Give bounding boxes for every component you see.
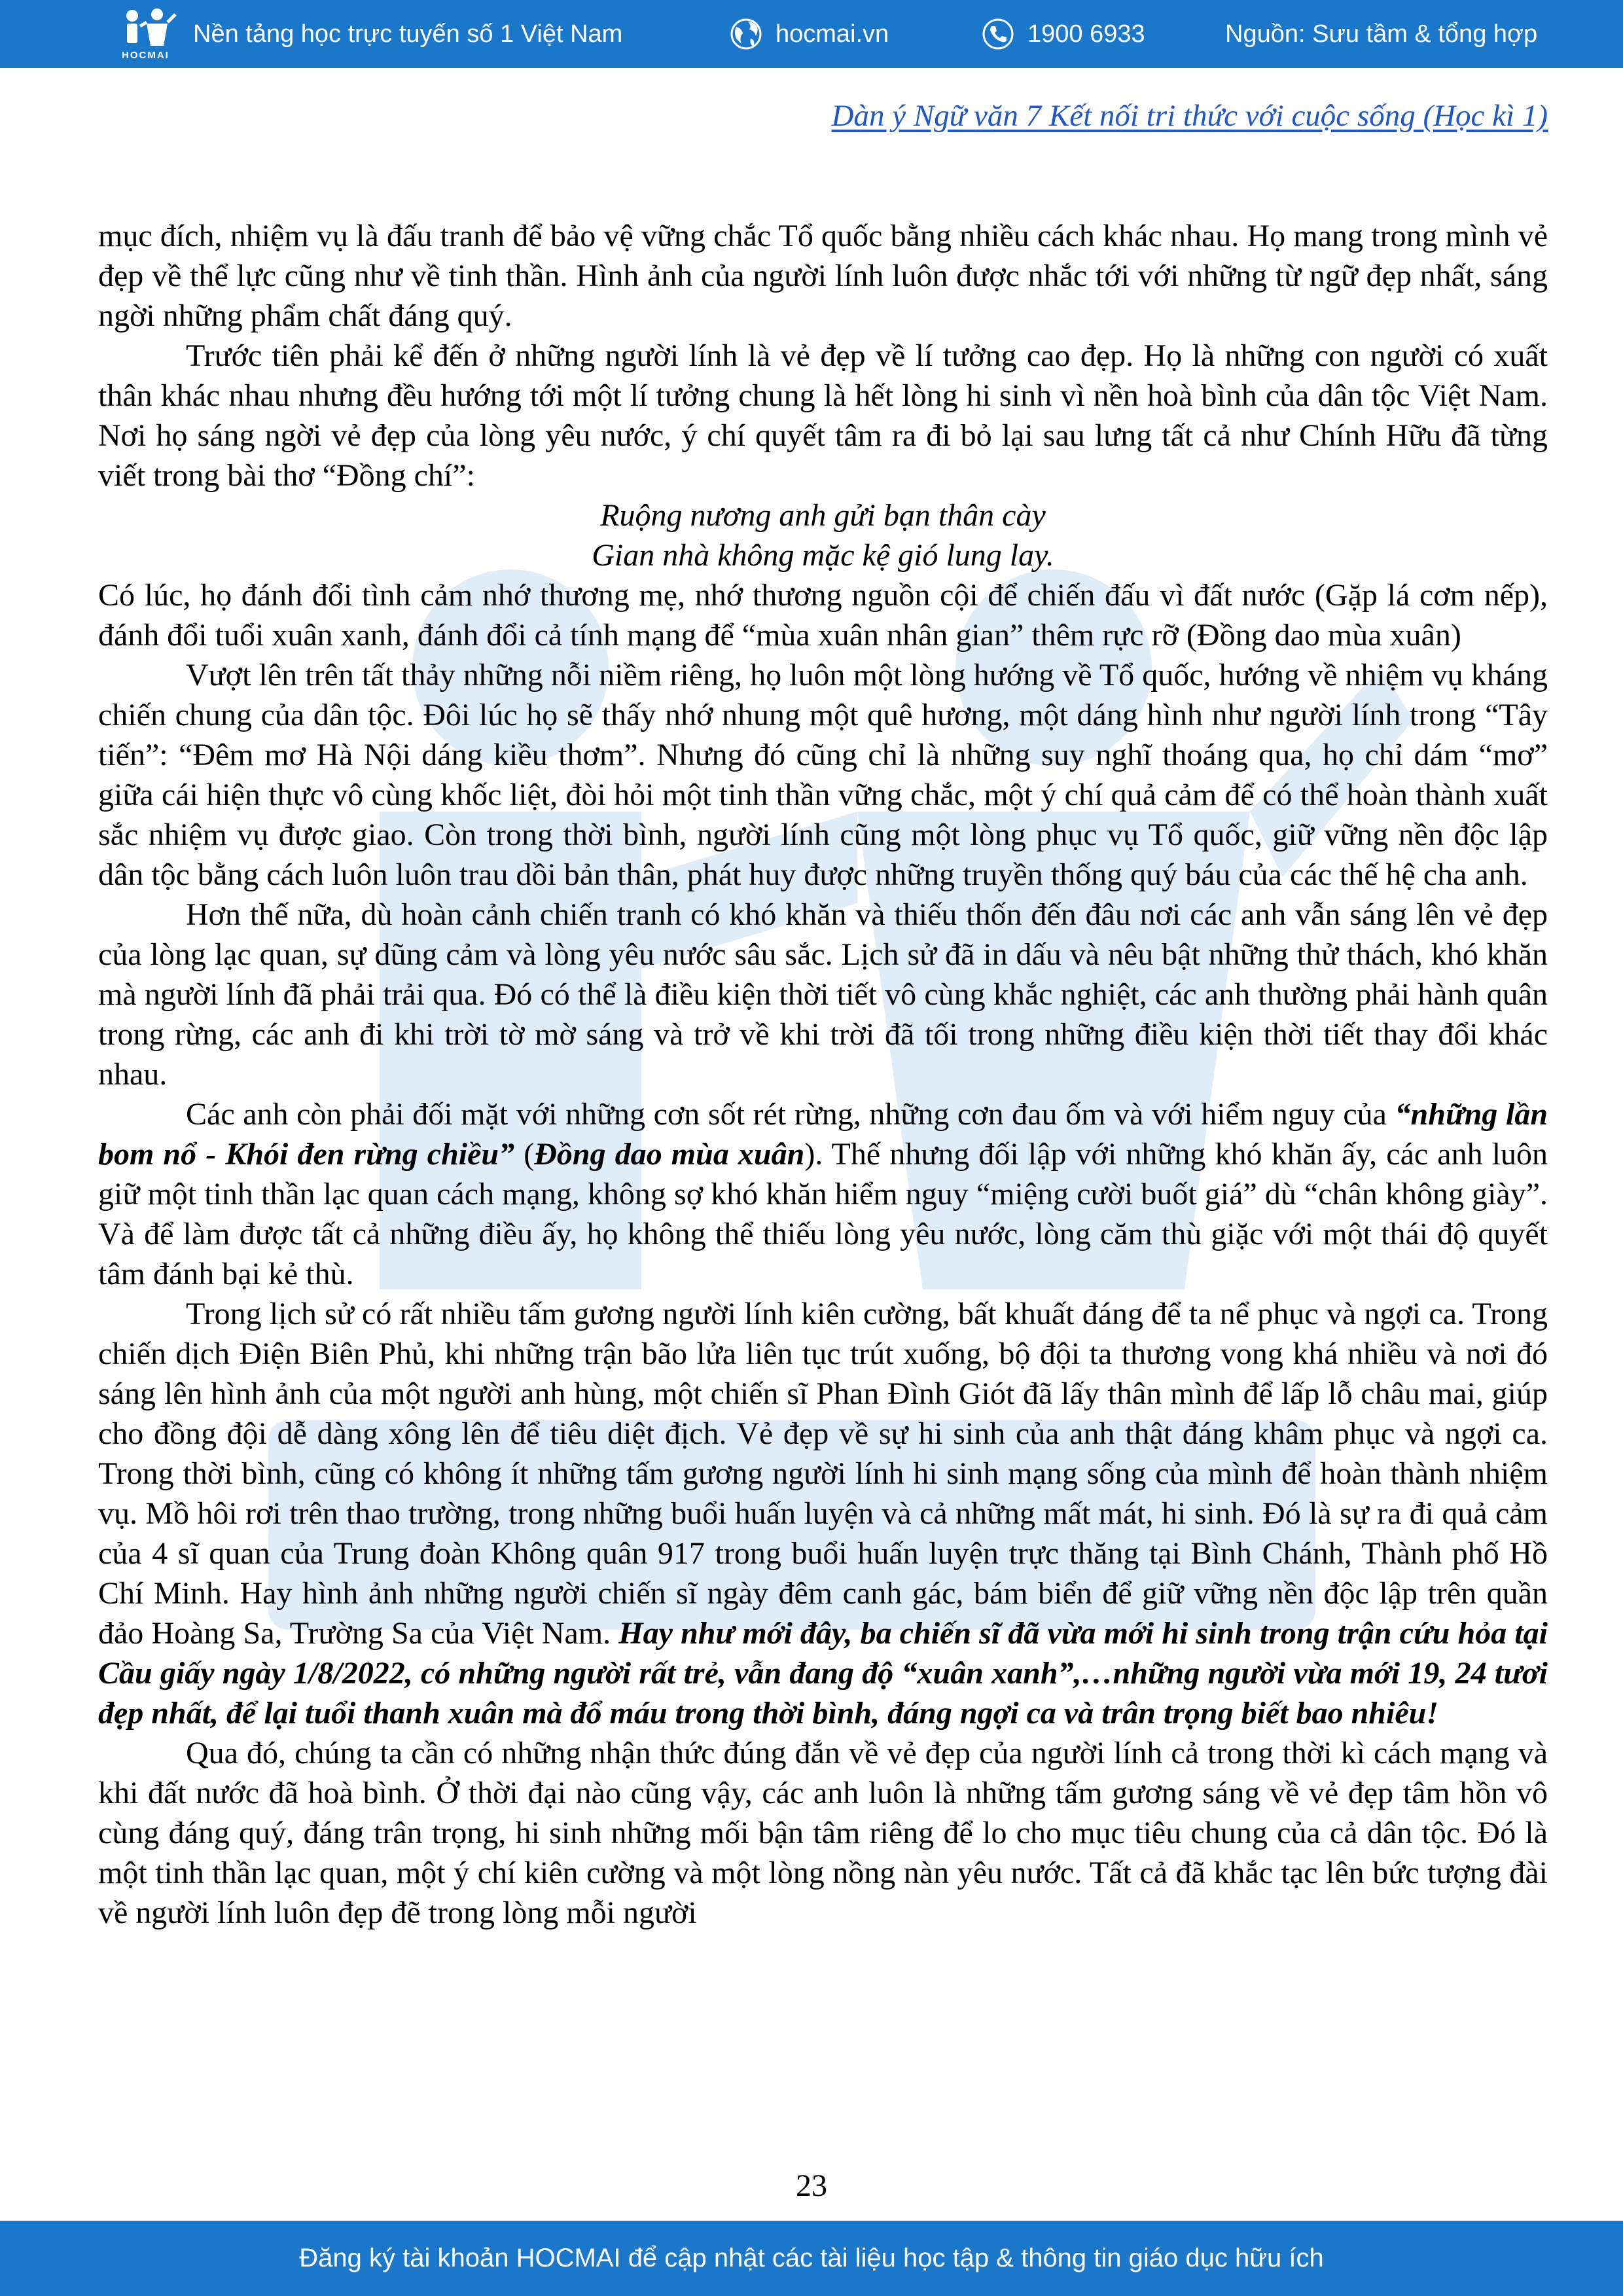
poem-line: Gian nhà không mặc kệ gió lung lay. (592, 538, 1054, 573)
paragraph: Có lúc, họ đánh đổi tình cảm nhớ thương mẹ, nhớ thương nguồn cội để chiến đấu vì đất nước (Gặp lá cơm nếp), đánh đổi tuổi xuân xanh, đánh đổi cả tính mạng để “mùa xuân nhân gian” thêm rực rỡ (Đồng dao mùa xuân) (98, 578, 1548, 653)
emphasized-text: Hay như mới đây, ba chiến sĩ đã vừa mới hi sinh trong trận cứu hỏa tại Cầu giấy ngày 1/8/2022, có những người rất trẻ, vẫn đang độ “xuân xanh”,…những người vừa mới 19, 24 tươi đẹp nhất, để lại tuổi thanh xuân mà đổ máu trong thời bình, đáng ngợi ca và trân trọng biết bao nhiêu! (98, 1616, 1548, 1731)
page-number: 23 (796, 2168, 827, 2203)
top-banner (0, 0, 1623, 68)
footer-text: Đăng ký tài khoản HOCMAI để cập nhật các tài liệu học tập & thông tin giáo dục hữu ích (299, 2244, 1324, 2272)
paragraph (98, 1094, 1548, 1294)
hotline-text: 1900 6933 (1027, 20, 1145, 48)
footer-banner[interactable] (0, 2221, 1623, 2296)
slogan: Nền tảng học trực tuyến số 1 Việt Nam (193, 20, 623, 48)
paragraph (98, 1294, 1548, 1733)
source-title: Đồng dao mùa xuân (534, 1137, 805, 1172)
poem-quote: “những lần bom nổ - Khói đen rừng chiều” (98, 1097, 1548, 1172)
poem-line: Ruộng nương anh gửi bạn thân cày (600, 498, 1046, 533)
paragraph: Trước tiên phải kể đến ở những người lính là vẻ đẹp về lí tưởng cao đẹp. Họ là những con người có xuất thân khác nhau nhưng đều hướng tới một lí tưởng chung là hết lòng hi sinh vì nền hoà bình của dân tộc Việt Nam. Nơi họ sáng ngời vẻ đẹp của lòng yêu nước, ý chí quyết tâm ra đi bỏ lại sau lưng tất cả như Chính Hữu đã từng viết trong bài thơ “Đồng chí”: (98, 338, 1548, 493)
document-title[interactable]: Dàn ý Ngữ văn 7 Kết nối tri thức với cuộc sống (Học kì 1) (831, 99, 1548, 133)
source-note: Nguồn: Sưu tầm & tổng hợp (1225, 20, 1538, 48)
paragraph: Vượt lên trên tất thảy những nỗi niềm riêng, họ luôn một lòng hướng về Tổ quốc, hướng về nhiệm vụ kháng chiến chung của dân tộc. Đôi lúc họ sẽ thấy nhớ nhung một quê hương, một dáng hình như người lính trong “Tây tiến”: “Đêm mơ Hà Nội dáng kiều thơm”. Nhưng đó cũng chỉ là những suy nghĩ thoáng qua, họ chỉ dám “mơ” giữa cái hiện thực vô cùng khốc liệt, đòi hỏi một tinh thần vững chắc, một ý chí quả cảm để có thể hoàn thành xuất sắc nhiệm vụ được giao. Còn trong thời bình, người lính cũng một lòng phục vụ Tổ quốc, giữ vững nền độc lập dân tộc bằng cách luôn luôn trau dồi bản thân, phát huy được những truyền thống quý báu của các thế hệ cha anh. (98, 658, 1548, 892)
paragraph: Qua đó, chúng ta cần có những nhận thức đúng đắn về vẻ đẹp của người lính cả trong thời kì cách mạng và khi đất nước đã hoà bình. Ở thời đại nào cũng vậy, các anh luôn là những tấm gương sáng về vẻ đẹp tâm hồn vô cùng đáng quý, đáng trân trọng, hi sinh những mối bận tâm riêng để lo cho mục tiêu chung của cả dân tộc. Đó là một tinh thần lạc quan, một ý chí kiên cường và một lòng nồng nàn yêu nước. Tất cả đã khắc tạc lên bức tượng đài về người lính luôn đẹp đẽ trong lòng mỗi người (98, 1736, 1548, 1930)
document-body (98, 216, 1548, 1933)
paragraph-text: Trong lịch sử có rất nhiều tấm gương người lính kiên cường, bất khuất đáng để ta nể phục và ngợi ca. Trong chiến dịch Điện Biên Phủ, khi những trận bão lửa liên tục trút xuống, bộ đội ta thương vong khá nhiều và nơi đó sáng lên hình ảnh của một người anh hùng, một chiến sĩ Phan Đình Giót đã lấy thân mình để lấp lỗ châu mai, giúp cho đồng đội dễ dàng xông lên để tiêu diệt địch. Vẻ đẹp về sự hi sinh của anh thật đáng khâm phục và ngợi ca. Trong thời bình, cũng có không ít những tấm gương người lính hi sinh mạng sống của mình để hoàn thành nhiệm vụ. Mồ hôi rơi trên thao trường, trong những buổi huấn luyện và cả những mất mát, hi sinh. Đó là sự ra đi quả cảm của 4 sĩ quan của Trung đoàn Không quân 917 trong buổi huấn luyện trực thăng tại Bình Chánh, Thành phố Hồ Chí Minh. Hay hình ảnh những người chiến sĩ ngày đêm canh gác, bám biển để giữ vững nền độc lập trên quần đảo Hoàng Sa, Trường Sa của Việt Nam. (98, 1297, 1548, 1651)
logo-wordmark: HOCMAI (122, 50, 169, 61)
globe-icon (730, 18, 762, 50)
paragraph: mục đích, nhiệm vụ là đấu tranh để bảo vệ vững chắc Tổ quốc bằng nhiều cách khác nhau. Họ mang trong mình vẻ đẹp về thể lực cũng như về tinh thần. Hình ảnh của người lính luôn được nhắc tới với những từ ngữ đẹp nhất, sáng ngời những phẩm chất đáng quý. (98, 219, 1548, 333)
hotline-link[interactable] (982, 0, 1145, 68)
website-link[interactable] (730, 0, 889, 68)
paragraph-text: ( (514, 1137, 535, 1172)
phone-icon (982, 18, 1014, 50)
paragraph-text: ). Thế nhưng đối lập với những khó khăn ấy, các anh luôn giữ một tinh thần lạc quan cách mạng, không sợ khó khăn hiểm nguy “miệng cười buốt giá” dù “chân không giày”. Và để làm được tất cả những điều ấy, họ không thể thiếu lòng yêu nước, lòng căm thù giặc với một thái độ quyết tâm đánh bại kẻ thù. (98, 1137, 1548, 1291)
website-text: hocmai.vn (776, 20, 889, 48)
paragraph: Hơn thế nữa, dù hoàn cảnh chiến tranh có khó khăn và thiếu thốn đến đâu nơi các anh vẫn sáng lên vẻ đẹp của lòng lạc quan, sự dũng cảm và lòng yêu nước sâu sắc. Lịch sử đã in dấu và nêu bật những thử thách, khó khăn mà người lính đã phải trải qua. Đó có thể là điều kiện thời tiết vô cùng khắc nghiệt, các anh thường phải hành quân trong rừng, các anh đi khi trời tờ mờ sáng và trở về khi trời đã tối trong những điều kiện thời tiết thay đổi khác nhau. (98, 897, 1548, 1092)
paragraph-text: Các anh còn phải đối mặt với những cơn sốt rét rừng, những cơn đau ốm và với hiểm nguy của (186, 1097, 1395, 1132)
